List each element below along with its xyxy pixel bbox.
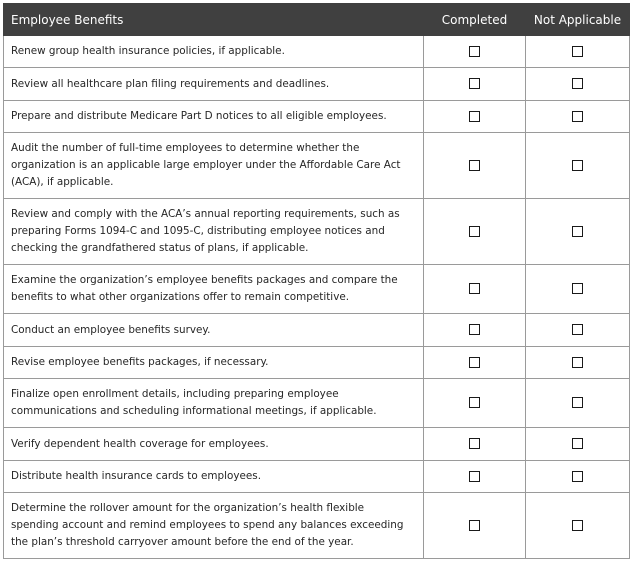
not-applicable-checkbox[interactable] (572, 471, 583, 482)
completed-checkbox[interactable] (469, 357, 480, 368)
completed-cell (424, 199, 526, 265)
completed-cell (424, 314, 526, 347)
task-text: Finalize open enrollment details, including preparing employee communications and scheduling informational meetings, if applicable. (4, 379, 424, 428)
table-row (4, 461, 630, 493)
employee-benefits-checklist (3, 3, 630, 559)
not-applicable-checkbox[interactable] (572, 397, 583, 408)
completed-cell (424, 36, 526, 68)
completed-checkbox[interactable] (469, 111, 480, 122)
completed-checkbox[interactable] (469, 160, 480, 171)
not-applicable-checkbox[interactable] (572, 357, 583, 368)
table-row (4, 199, 630, 265)
not-applicable-checkbox[interactable] (572, 111, 583, 122)
header-employee-benefits: Employee Benefits (4, 4, 424, 36)
task-text: Revise employee benefits packages, if necessary. (4, 347, 424, 379)
header-not-applicable: Not Applicable (526, 4, 630, 36)
not-applicable-cell (526, 265, 630, 314)
completed-cell (424, 265, 526, 314)
completed-cell (424, 493, 526, 559)
completed-checkbox[interactable] (469, 78, 480, 89)
completed-cell (424, 347, 526, 379)
table-row (4, 314, 630, 347)
table-row (4, 347, 630, 379)
completed-cell (424, 101, 526, 133)
not-applicable-checkbox[interactable] (572, 283, 583, 294)
table-row (4, 493, 630, 559)
header-row (4, 4, 630, 36)
completed-checkbox[interactable] (469, 46, 480, 57)
not-applicable-cell (526, 36, 630, 68)
table-row (4, 68, 630, 101)
completed-checkbox[interactable] (469, 438, 480, 449)
task-text: Review all healthcare plan filing requirements and deadlines. (4, 68, 424, 101)
completed-cell (424, 68, 526, 101)
not-applicable-checkbox[interactable] (572, 226, 583, 237)
not-applicable-cell (526, 101, 630, 133)
task-text: Determine the rollover amount for the organization’s health flexible spending account and remind employees to spend any balances exceeding the plan’s threshold carryover amount before the end of the year. (4, 493, 424, 559)
table-row (4, 379, 630, 428)
completed-cell (424, 461, 526, 493)
completed-cell (424, 379, 526, 428)
table-row (4, 36, 630, 68)
not-applicable-checkbox[interactable] (572, 324, 583, 335)
completed-checkbox[interactable] (469, 226, 480, 237)
table-row (4, 101, 630, 133)
table-row (4, 265, 630, 314)
not-applicable-cell (526, 461, 630, 493)
not-applicable-cell (526, 199, 630, 265)
not-applicable-cell (526, 493, 630, 559)
header-completed: Completed (424, 4, 526, 36)
task-text: Examine the organization’s employee benefits packages and compare the benefits to what other organizations offer to remain competitive. (4, 265, 424, 314)
not-applicable-cell (526, 68, 630, 101)
not-applicable-cell (526, 133, 630, 199)
task-text: Conduct an employee benefits survey. (4, 314, 424, 347)
task-text: Audit the number of full-time employees to determine whether the organization is an applicable large employer under the Affordable Care Act (ACA), if applicable. (4, 133, 424, 199)
task-text: Prepare and distribute Medicare Part D notices to all eligible employees. (4, 101, 424, 133)
completed-cell (424, 428, 526, 461)
not-applicable-cell (526, 379, 630, 428)
completed-checkbox[interactable] (469, 324, 480, 335)
not-applicable-cell (526, 428, 630, 461)
completed-cell (424, 133, 526, 199)
table-row (4, 133, 630, 199)
task-text: Renew group health insurance policies, if applicable. (4, 36, 424, 68)
completed-checkbox[interactable] (469, 283, 480, 294)
not-applicable-cell (526, 314, 630, 347)
table-row (4, 428, 630, 461)
completed-checkbox[interactable] (469, 397, 480, 408)
not-applicable-checkbox[interactable] (572, 46, 583, 57)
not-applicable-checkbox[interactable] (572, 438, 583, 449)
not-applicable-checkbox[interactable] (572, 78, 583, 89)
task-text: Verify dependent health coverage for employees. (4, 428, 424, 461)
completed-checkbox[interactable] (469, 520, 480, 531)
not-applicable-cell (526, 347, 630, 379)
completed-checkbox[interactable] (469, 471, 480, 482)
task-text: Review and comply with the ACA’s annual reporting requirements, such as preparing Forms 1094-C and 1095-C, distributing employee notices and checking the grandfathered status of plans, if applicable. (4, 199, 424, 265)
not-applicable-checkbox[interactable] (572, 520, 583, 531)
task-text: Distribute health insurance cards to employees. (4, 461, 424, 493)
not-applicable-checkbox[interactable] (572, 160, 583, 171)
